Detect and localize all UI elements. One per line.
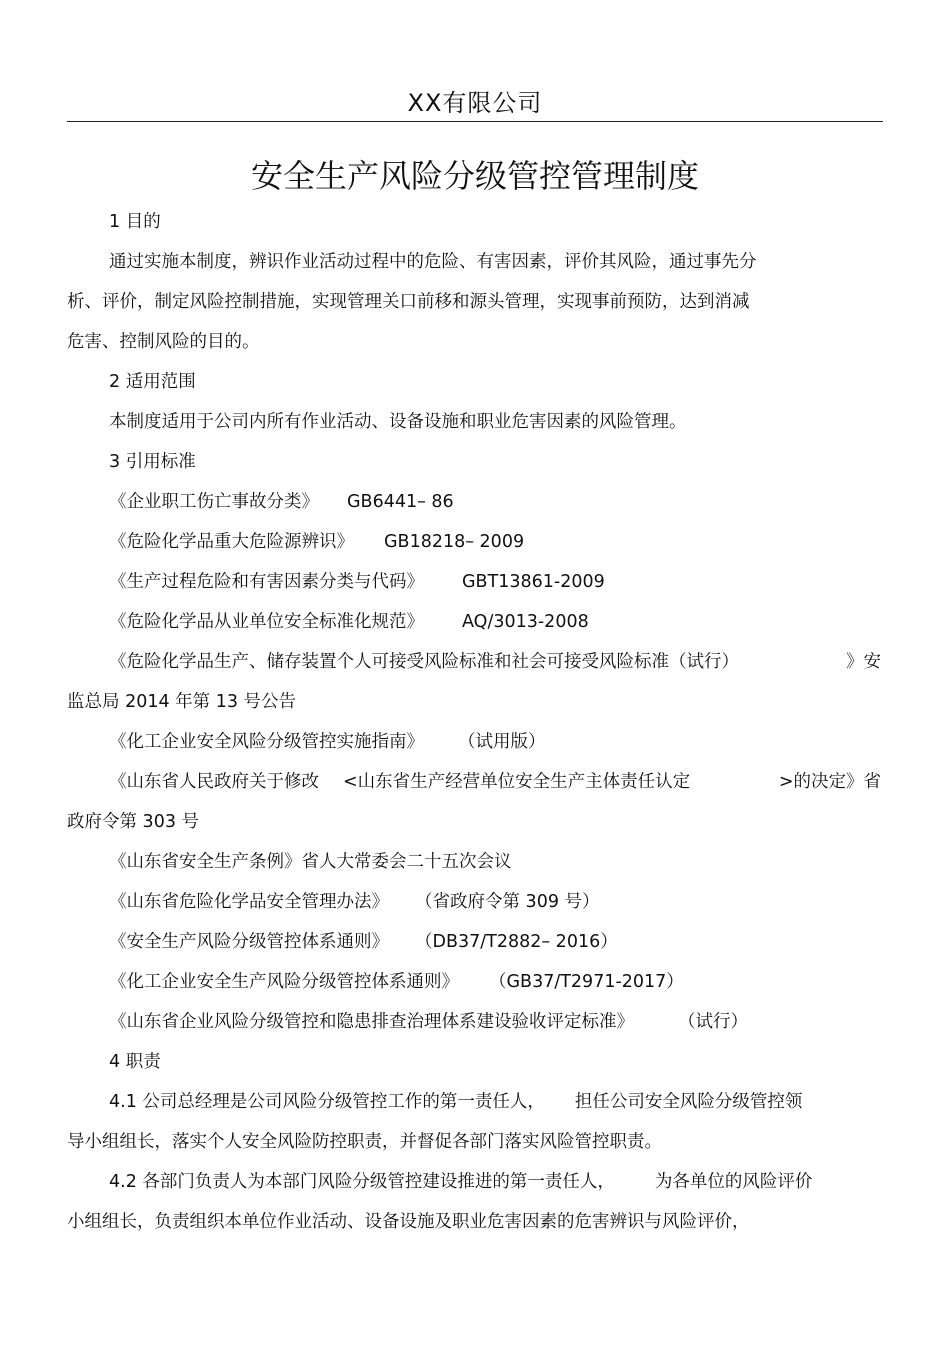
section-heading-references: 3 引用标准: [109, 452, 196, 472]
company-header: XX有限公司: [407, 89, 543, 117]
duty-text: 4.2 各部门负责人为本部门风险分级管控建设推进的第一责任人，: [109, 1172, 615, 1192]
duty-4-1-line-1: [67, 1082, 883, 1122]
reference-name: 《化工企业安全生产风险分级管控体系通则》: [109, 972, 459, 992]
reference-item: [67, 642, 883, 682]
reference-name: 《安全生产风险分级管控体系通则》: [109, 932, 389, 952]
reference-name-part: <山东省生产经营单位安全生产主体责任认定: [343, 772, 691, 792]
reference-item: [67, 522, 883, 562]
reference-item: [67, 562, 883, 602]
reference-item: 《山东省安全生产条例》省人大常委会二十五次会议: [109, 852, 512, 872]
reference-item: [67, 882, 883, 922]
section-heading-duties: 4 职责: [109, 1052, 161, 1072]
reference-name: 《危险化学品生产、储存装置个人可接受风险标准和社会可接受风险标准（试行）: [109, 652, 739, 672]
reference-code: AQ/3013-2008: [462, 612, 589, 632]
reference-name: 《企业职工伤亡事故分类》: [109, 492, 319, 512]
duty-4-2-line-1: [67, 1162, 883, 1202]
reference-item: [67, 1002, 883, 1042]
purpose-line-1: 通过实施本制度，辨识作业活动过程中的危险、有害因素，评价其风险，通过事先分: [109, 252, 757, 272]
reference-code: （GB37/T2971-2017）: [489, 972, 684, 992]
reference-item: [67, 962, 883, 1002]
reference-item: [67, 602, 883, 642]
reference-code: GB6441– 86: [347, 492, 454, 512]
duty-text: 4.1 公司总经理是公司风险分级管控工作的第一责任人，: [109, 1092, 545, 1112]
reference-name: 《山东省危险化学品安全管理办法》: [109, 892, 389, 912]
reference-name: 《危险化学品从业单位安全标准化规范》: [109, 612, 424, 632]
reference-item: [67, 922, 883, 962]
reference-code: GBT13861-2009: [462, 572, 605, 592]
document-title: 安全生产风险分级管控管理制度: [250, 157, 699, 195]
reference-code: （省政府令第 309 号）: [415, 892, 600, 912]
reference-name: 《生产过程危险和有害因素分类与代码》: [109, 572, 424, 592]
reference-code: （试行）: [678, 1012, 748, 1032]
reference-name-end: 》安: [846, 652, 881, 672]
document-body: [67, 202, 883, 1242]
duty-4-2-line-2: 小组组长，负责组织本单位作业活动、设备设施及职业危害因素的危害辨识与风险评价，: [67, 1212, 750, 1232]
duty-4-1-line-2: 导小组组长，落实个人安全风险防控职责，并督促各部门落实风险管控职责。: [67, 1132, 662, 1152]
reference-name: 《化工企业安全风险分级管控实施指南》: [109, 732, 424, 752]
reference-code: GB18218– 2009: [384, 532, 525, 552]
reference-name-end: >的决定》省: [778, 772, 881, 792]
reference-item: [67, 482, 883, 522]
reference-item-continued: 监总局 2014 年第 13 号公告: [67, 692, 297, 712]
section-heading-purpose: 1 目的: [109, 212, 161, 232]
reference-item: [67, 762, 883, 802]
duty-text-part: 为各单位的风险评价: [654, 1172, 813, 1192]
purpose-line-2: 析、评价，制定风险控制措施，实现管理关口前移和源头管理，实现事前预防，达到消减: [67, 292, 750, 312]
reference-code: （DB37/T2882– 2016）: [415, 932, 618, 952]
reference-item: [67, 722, 883, 762]
duty-text-part: 担任公司安全风险分级管控领: [574, 1092, 803, 1112]
reference-name: 《山东省人民政府关于修改: [109, 772, 319, 792]
header-divider: [67, 121, 883, 122]
reference-code: （试用版）: [458, 732, 546, 752]
reference-name: 《危险化学品重大危险源辨识》: [109, 532, 354, 552]
section-heading-scope: 2 适用范围: [109, 372, 196, 392]
reference-name: 《山东省企业风险分级管控和隐患排查治理体系建设验收评定标准》: [109, 1012, 634, 1032]
scope-text: 本制度适用于公司内所有作业活动、设备设施和职业危害因素的风险管理。: [109, 412, 687, 432]
reference-item-continued: 政府令第 303 号: [67, 812, 200, 832]
purpose-line-3: 危害、控制风险的目的。: [67, 332, 260, 352]
